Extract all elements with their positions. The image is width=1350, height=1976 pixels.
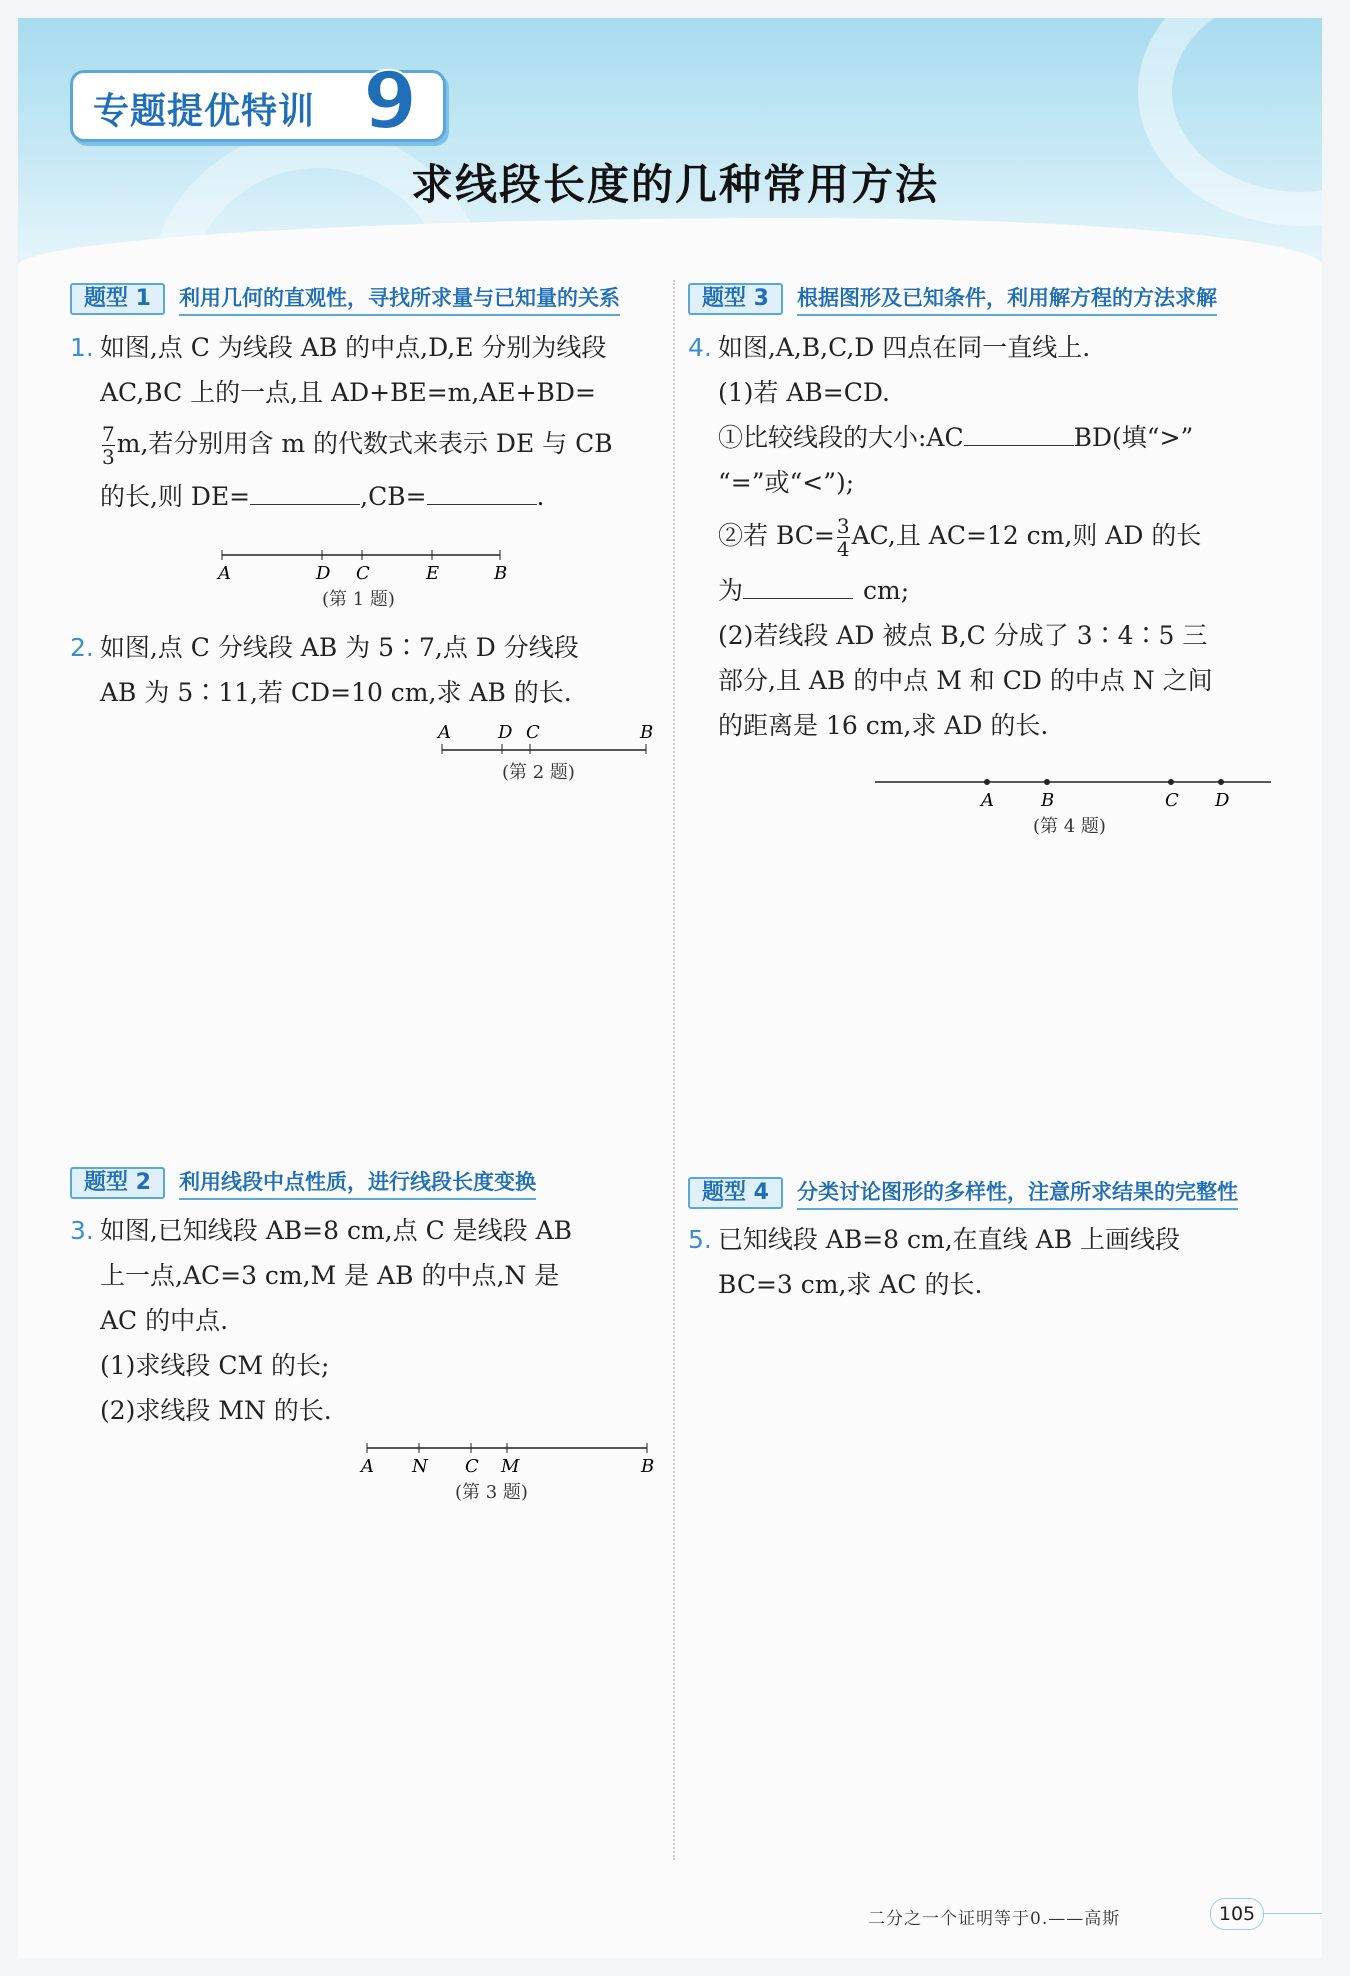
section-header-3 [688, 282, 1217, 316]
footer-quote: 二分之一个证明等于0.——高斯 [868, 1909, 1121, 1929]
question-2 [70, 625, 660, 715]
section-desc: 利用线段中点性质，进行线段长度变换 [179, 1166, 536, 1200]
section-desc: 分类讨论图形的多样性，注意所求结果的完整性 [797, 1176, 1238, 1210]
point-b [1044, 779, 1050, 785]
section-tag: 题型 4 [688, 1177, 783, 1209]
question-number: 5. [688, 1225, 712, 1254]
point-label: C [526, 722, 540, 743]
point-label: E [426, 563, 440, 584]
question-number: 4. [688, 333, 712, 362]
question-line: m,若分别用含 m 的代数式来表示 DE 与 CB [116, 429, 613, 458]
point-c [1168, 779, 1174, 785]
figure-3 [355, 1438, 660, 1510]
point-label: A [361, 1456, 374, 1477]
fraction [102, 423, 115, 468]
question-line: (1)若 AB=CD. [718, 378, 890, 407]
question-line: 如图,A,B,C,D 四点在同一直线上. [717, 333, 1091, 362]
question-line: 为 [718, 576, 744, 605]
section-tag: 题型 2 [70, 1167, 165, 1199]
point-label: D [498, 722, 513, 743]
fraction [837, 515, 850, 560]
question-3 [70, 1208, 660, 1433]
header-banner [18, 18, 1322, 268]
column-divider [673, 280, 675, 1860]
page-title: 求线段长度的几种常用方法 [410, 160, 939, 209]
figure-caption: (第 2 题) [502, 762, 575, 783]
figure-caption: (第 4 题) [1033, 816, 1106, 837]
figure-4 [875, 772, 1275, 844]
question-line: AC,BC 上的一点,且 AD+BE=m,AE+BD= [100, 378, 596, 407]
question-line: cm; [863, 576, 910, 605]
question-line: BC=3 cm,求 AC 的长. [718, 1270, 983, 1299]
point-label: C [465, 1456, 479, 1477]
question-line: 已知线段 AB=8 cm,在直线 AB 上画线段 [717, 1225, 1181, 1254]
section-header-1 [70, 282, 620, 316]
point-a [984, 779, 990, 785]
badge-text: 专题提优特训 [93, 91, 316, 132]
section-desc: 根据图形及已知条件，利用解方程的方法求解 [797, 282, 1217, 316]
question-5 [688, 1217, 1278, 1307]
point-label: B [1041, 790, 1055, 811]
point-label: B [494, 563, 508, 584]
figure-caption: (第 3 题) [455, 1482, 528, 1503]
answer-blank-de[interactable] [250, 480, 360, 505]
page-number: 105 [1210, 1898, 1264, 1930]
answer-blank-ad[interactable] [743, 574, 853, 599]
point-label: A [981, 790, 994, 811]
question-line: 的距离是 16 cm,求 AD 的长. [718, 711, 1049, 740]
frac-denominator: 4 [836, 537, 850, 561]
section-desc: 利用几何的直观性，寻找所求量与已知量的关系 [179, 282, 620, 316]
section-tag: 题型 3 [688, 283, 783, 315]
question-line: 如图,已知线段 AB=8 cm,点 C 是线段 AB [99, 1216, 573, 1245]
question-line: 上一点,AC=3 cm,M 是 AB 的中点,N 是 [100, 1261, 560, 1290]
section-header-2 [70, 1166, 536, 1200]
question-line: 部分,且 AB 的中点 M 和 CD 的中点 N 之间 [718, 666, 1213, 695]
point-label: N [412, 1456, 428, 1477]
question-line: AB 为 5∶11,若 CD=10 cm,求 AB 的长. [100, 678, 572, 707]
point-label: D [316, 563, 331, 584]
point-label: B [641, 1456, 655, 1477]
point-label: D [1215, 790, 1230, 811]
point-label: C [1165, 790, 1179, 811]
frac-numerator: 7 [102, 422, 115, 446]
point-d [1218, 779, 1224, 785]
footer-line [1262, 1913, 1322, 1914]
question-line: ②若 BC= [718, 521, 835, 550]
question-line: (2)若线段 AD 被点 B,C 分成了 3∶4∶5 三 [718, 621, 1208, 650]
answer-blank-compare[interactable] [964, 421, 1074, 446]
topic-badge [70, 57, 446, 147]
question-line: “=”或“<”); [718, 468, 855, 497]
question-line: AC,且 AC=12 cm,则 AD 的长 [851, 521, 1202, 550]
point-label: B [640, 722, 654, 743]
question-line: (1)求线段 CM 的长; [100, 1351, 330, 1380]
figure-caption: (第 1 题) [322, 589, 395, 610]
point-label: A [438, 722, 451, 743]
question-line: BD(填“>” [1073, 423, 1194, 452]
question-4 [688, 325, 1278, 748]
question-line: 如图,点 C 分线段 AB 为 5∶7,点 D 分线段 [99, 633, 579, 662]
point-label: C [356, 563, 370, 584]
question-line: 如图,点 C 为线段 AB 的中点,D,E 分别为线段 [99, 333, 607, 362]
question-number: 2. [70, 633, 94, 662]
question-line: AC 的中点. [100, 1306, 229, 1335]
answer-blank-cb[interactable] [427, 480, 537, 505]
section-header-4 [688, 1176, 1238, 1210]
figure-1 [210, 545, 510, 615]
section-tag: 题型 1 [70, 283, 165, 315]
question-line: 的长,则 DE= [100, 482, 251, 511]
question-line: (2)求线段 MN 的长. [100, 1396, 332, 1425]
point-label: A [218, 563, 231, 584]
frac-denominator: 3 [102, 445, 115, 469]
point-label: M [501, 1456, 520, 1477]
period: . [536, 482, 545, 511]
question-line: ,CB= [360, 482, 427, 511]
badge-number: 9 [363, 57, 418, 147]
question-number: 1. [70, 333, 94, 362]
question-number: 3. [70, 1216, 94, 1245]
frac-numerator: 3 [836, 514, 850, 538]
question-line: ①比较线段的大小:AC [718, 423, 964, 452]
question-1 [70, 325, 660, 519]
figure-2 [430, 718, 660, 790]
